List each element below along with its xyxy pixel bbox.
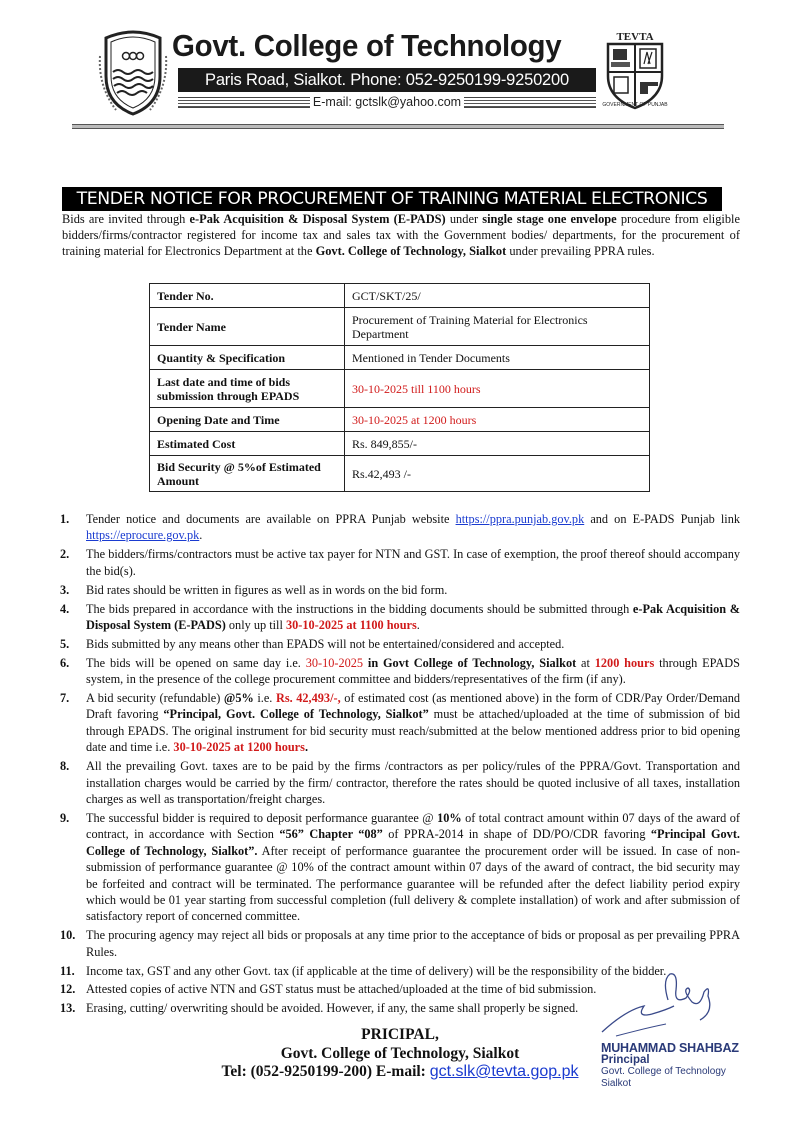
item-text: Bid rates should be written in figures as well as in words on the bid form. [86,582,448,597]
list-item [60,636,740,652]
letterhead-divider [72,124,724,129]
table-row [150,456,650,492]
item-number: 5. [60,636,70,651]
text: After receipt of performance guarantee the procurement order will be issued. In case of non-submission of performance guarantee @ 10% of the contract amount within 07 days of the award of contract, the bid security may be forfeited and contract will be terminated. The performance guarantee will be refunded after the defect liability period expiry which would be 01 year starting from successful completion (full delivery & complete installation) of work and after submission of satisfactory report of concerned committee. [86,843,740,924]
institution: Govt. College of Technology, Sialkot [280,1044,520,1062]
item-number: 11. [60,963,75,978]
item-number: 7. [60,691,70,706]
contact-line [200,1063,600,1082]
text: . [304,740,309,755]
item-text [86,810,740,925]
last-date-value: 30-10-2025 till 1100 hours [345,370,650,408]
tender-details-table [149,283,650,492]
intro-text: Bids are invited through [62,212,190,226]
table-row [150,284,650,308]
time-highlight: 1200 hours [594,655,655,670]
text: The bids prepared in accordance with the instructions in the bidding documents should be submitted through [86,601,633,616]
text: . [416,617,420,632]
opening-date-value: 30-10-2025 at 1200 hours [345,408,650,432]
item-number: 13. [60,1001,76,1016]
text: only up till [225,617,286,632]
table-row [150,432,650,456]
deadline-highlight: 30-10-2025 at 1100 hours [285,617,417,632]
text: The bids will be opened on same day i.e. [86,655,306,670]
estimated-cost-value: Rs. 849,855/- [345,432,650,456]
stamp-org: Govt. College of Technology [601,1066,726,1077]
row-label: Estimated Cost [150,432,345,456]
payee-bold: “Principal, Govt. College of Technology, Sialkot” [163,707,429,722]
item-number: 1. [60,512,70,526]
text: of PPRA-2014 in shape of DD/PO/CDR favoring [382,827,651,842]
svg-text:GOVERNMENT OF PUNJAB: GOVERNMENT OF PUNJAB [602,102,668,108]
list-item [60,758,740,807]
terms-list [60,511,740,1019]
epads-bold: e-Pak Acquisition & Disposal System (E-PADS) [86,601,740,632]
row-label: Tender Name [150,308,345,346]
signature-block [200,1026,600,1082]
list-item [60,927,740,960]
percent-bold: 10% [437,810,462,825]
row-label: Last date and time of bids submission through EPADS [150,370,345,408]
row-label: Opening Date and Time [150,408,345,432]
list-item [60,655,740,688]
row-label: Bid Security @ 5%of Estimated Amount [150,456,345,492]
bid-security-value: Rs.42,493 /- [345,456,650,492]
decorative-lines [464,97,596,108]
address-phone: Paris Road, Sialkot. Phone: 052-9250199-9250200 [178,68,596,92]
item-text [86,511,740,544]
item-text: Income tax, GST and any other Govt. tax (if applicable at the time of delivery) will be the responsibility of the bidder. [86,963,667,978]
item-number: 3. [60,582,70,597]
tender-no-value: GCT/SKT/25/ [345,284,650,308]
item-text: Erasing, cutting/ overwriting should be avoided. However, if any, the same shall properly be signed. [86,1001,579,1016]
punjab-emblem-icon [96,26,170,118]
item-number: 8. [60,759,70,774]
eprocure-link[interactable]: https://eprocure.gov.pk [86,528,200,543]
item-text [86,690,740,756]
text: i.e. [253,691,276,706]
text: Tender notice and documents are available on PPRA Punjab website [86,512,456,526]
item-number: 9. [60,810,70,825]
tel-label: Tel: (052-9250199-200) E-mail: [221,1063,430,1080]
tender-name-value: Procurement of Training Material for Electronics Department [345,308,650,346]
text: of estimated cost (as mentioned above) in the form of CDR/Pay Order/Demand Draft favoring [86,691,741,722]
item-number: 12. [60,982,76,997]
stamp-name: MUHAMMAD SHAHBAZ [601,1041,739,1055]
text: through EPADS system, in the presence of the college procurement committee and bidders/representatives of the firm (if any). [86,655,740,687]
tevta-shield-icon [602,30,668,112]
section-bold: “56” Chapter “08” [279,827,383,842]
percent-bold: @5% [223,691,254,706]
text: and on E-PADS Punjab link [584,512,740,526]
text: at [576,655,595,670]
notice-title: TENDER NOTICE FOR PROCUREMENT OF TRAINING MATERIAL ELECTRONICS [62,187,722,211]
text: The successful bidder is required to deposit performance guarantee @ [86,810,438,825]
college-name: Govt. College of Technology [172,28,562,63]
item-number: 4. [60,601,70,616]
intro-text: under [445,212,483,226]
item-text [86,655,740,688]
payee-bold: “Principal Govt. College of Technology, Sialkot”. [86,827,740,858]
list-item [60,810,740,925]
letterhead-email: E-mail: gctslk@yahoo.com [312,95,462,109]
row-label: Quantity & Specification [150,346,345,370]
contact-email-link[interactable]: gct.slk@tevta.gop.pk [429,1063,579,1080]
deadline-highlight: 30-10-2025 at 1200 hours [173,740,305,755]
table-row [150,308,650,346]
intro-procedure: single stage one envelope [482,212,617,226]
official-stamp [601,1042,739,1090]
item-number: 2. [60,547,70,562]
stamp-city: Sialkot [601,1078,632,1089]
intro-college: Govt. College of Technology, Sialkot [315,244,507,258]
table-row [150,408,650,432]
list-item [60,511,740,544]
ppra-link[interactable]: https://ppra.punjab.gov.pk [455,512,585,526]
item-text: The bidders/firms/contractors must be active tax payer for NTN and GST. In case of exemption, the proof thereof should accompany the bid(s). [86,547,740,578]
text: A bid security (refundable) [86,691,224,706]
svg-text:TEVTA: TEVTA [616,31,654,43]
text: must be attached/uploaded at the time of submission of bid through EPADS. The original instrument for bid security must reach/submitted at the below mentioned address prior to bid opening date and time i.e. [86,707,740,755]
item-text: The procuring agency may reject all bids or proposals at any time prior to the acceptance of bids or proposal as per prevailing PPRA Rules. [86,928,740,959]
item-number: 6. [60,655,70,670]
item-text [86,601,740,634]
text: of total contract amount within 07 days of the award of contract, in accordance with Section [86,810,740,842]
item-number: 10. [60,928,76,943]
list-item [60,582,740,598]
intro-text: procedure from eligible bidders/firms/contractor registered for income tax and sales tax with the Government bodies/ departments, for the procurement of training material for Electronics Department at the [62,212,740,258]
intro-paragraph [62,211,740,259]
letterhead-email-row [178,95,596,109]
intro-text: under prevailing PPRA rules. [506,244,655,258]
college-bold: in Govt College of Technology, Sialkot [363,655,577,670]
amount-highlight: Rs. 42,493/-, [275,691,341,706]
list-item [60,690,740,756]
item-text: All the prevailing Govt. taxes are to be paid by the firms /contractors as per policy/rules of the PPRA/Govt. Transportation and installation charges would be carried by the firm/ contractor, therefore the rates should be quoted inclusive of all taxes, installation charges as well as transportation/freight charges. [86,759,740,806]
handwritten-signature-icon [596,970,726,1040]
row-label: Tender No. [150,284,345,308]
designation: PRICIPAL, [361,1026,439,1043]
intro-epads: e-Pak Acquisition & Disposal System (E-PADS) [189,212,446,226]
list-item [60,601,740,634]
item-text: Attested copies of active NTN and GST status must be attached/uploaded at the time of bid submission. [86,982,597,997]
list-item [60,546,740,579]
table-row [150,370,650,408]
decorative-lines [178,97,310,108]
quantity-value: Mentioned in Tender Documents [345,346,650,370]
table-row [150,346,650,370]
text: . [199,528,203,543]
date-highlight: 30-10-2025 [305,655,364,670]
stamp-role: Principal [601,1054,650,1066]
item-text: Bids submitted by any means other than EPADS will not be entertained/considered and accepted. [86,636,565,651]
